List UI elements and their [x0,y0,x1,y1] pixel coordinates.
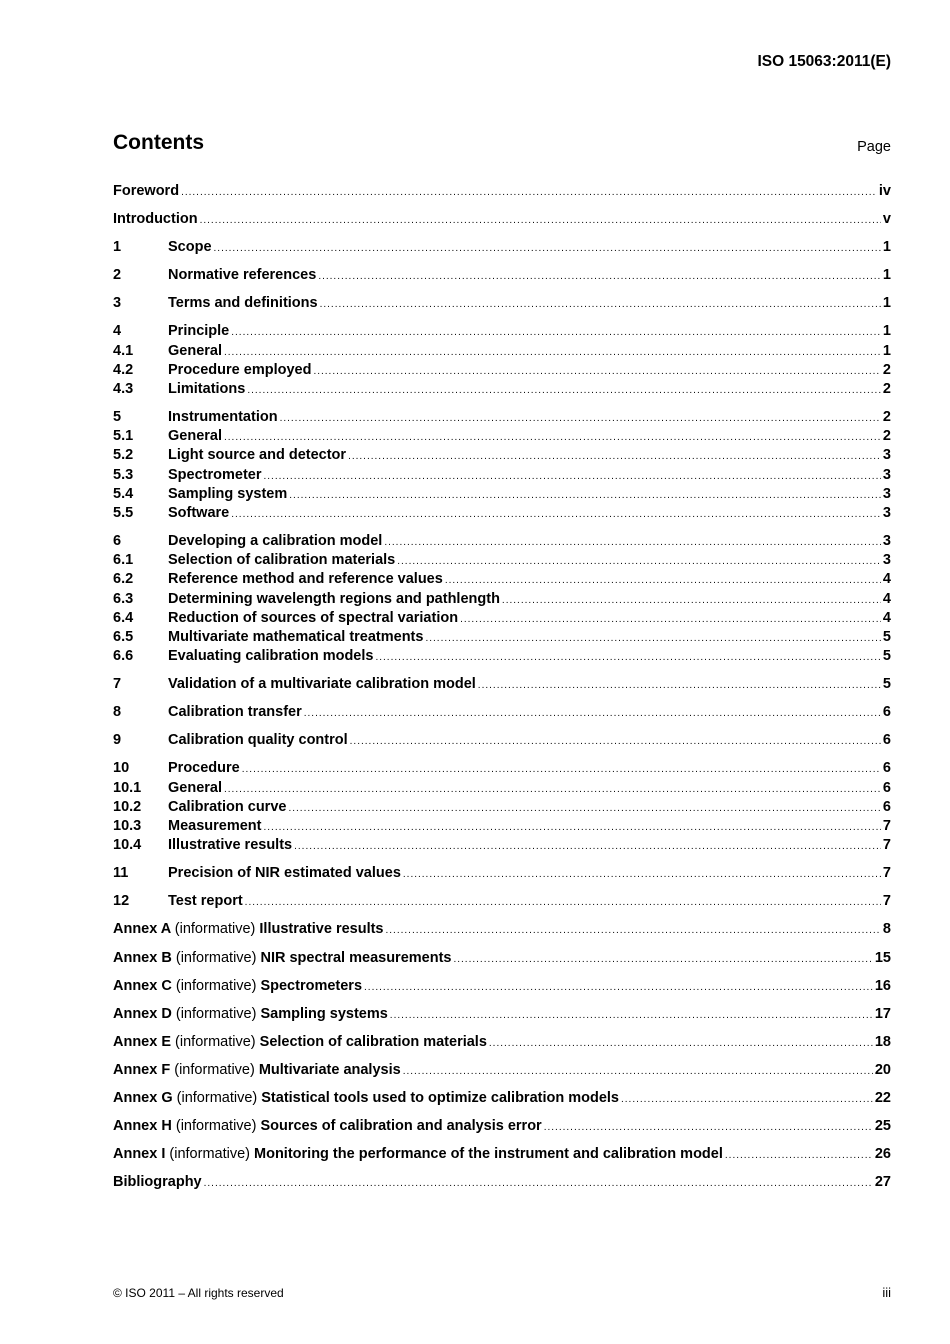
dot-leader [242,764,881,775]
toc-page-number: 5 [882,676,891,693]
toc-entry-title: Bibliography [113,1174,202,1191]
toc-page-number: 26 [874,1146,891,1163]
toc-entry[interactable] [113,760,891,779]
toc-entry-title: Procedure employed [168,361,312,378]
toc-page-number: 6 [882,704,891,721]
toc-annex-type: (informative) [175,977,257,994]
toc-entry[interactable] [113,837,891,856]
toc-entry-title-group [168,799,286,815]
toc-page-number: 7 [882,893,891,910]
toc-page-number: v [882,211,891,228]
dot-leader [289,490,881,501]
toc-entry[interactable] [113,428,891,447]
toc-entry-title-group [168,818,261,834]
toc-annex-label: Annex H [113,1118,172,1135]
dot-leader [384,537,881,548]
toc-entry-title-group [168,428,222,444]
toc-entry-title: Reduction of sources of spectral variation [168,609,459,626]
toc-annex-type: (informative) [175,1118,257,1135]
toc-page-number: 7 [882,818,891,835]
toc-page-number: 3 [882,466,891,483]
toc-entry-title: Terms and definitions [168,295,318,312]
dot-leader [304,708,881,719]
toc-entry[interactable] [113,610,891,629]
toc-section-number: 1 [113,239,122,256]
toc-entry-title: Selection of calibration materials [259,1033,487,1050]
toc-entry[interactable] [113,732,891,751]
toc-page-number: 3 [882,447,891,464]
toc-entry[interactable] [113,183,891,202]
dot-leader [403,869,881,880]
toc-annex-type: (informative) [169,1146,250,1163]
toc-page-number: 4 [882,571,891,588]
dot-leader [502,595,881,606]
toc-section-number: 5.4 [113,485,134,502]
copyright-notice: © ISO 2011 – All rights reserved [113,1286,284,1300]
toc-entry[interactable] [113,704,891,723]
toc-entry-title-group [113,950,451,966]
toc-entry[interactable] [113,676,891,695]
toc-entry-title-group [168,467,261,483]
toc-annex-label: Annex C [113,977,172,994]
toc-entry-title-group [113,978,362,994]
toc-entry[interactable] [113,1146,891,1165]
toc-section-number: 6.4 [113,609,134,626]
table-of-contents [113,183,891,1193]
toc-entry[interactable] [113,1006,891,1025]
toc-entry-title: Limitations [168,380,246,397]
toc-page-number: 20 [874,1061,891,1078]
toc-entry-title-group [168,591,500,607]
toc-entry-title-group [168,610,458,626]
toc-entry-title: Sources of calibration and analysis error [260,1118,542,1135]
toc-entry[interactable] [113,893,891,912]
toc-entry-title: Statistical tools used to optimize calibration models [261,1089,619,1106]
toc-entry-title-group [168,704,302,720]
toc-entry[interactable] [113,505,891,524]
toc-entry-title: Software [168,504,230,521]
toc-entry-title: Normative references [168,267,317,284]
toc-page-number: 6 [882,760,891,777]
dot-leader [403,1066,873,1077]
toc-entry[interactable] [113,467,891,486]
toc-annex-type: (informative) [176,1089,258,1106]
dot-leader [397,556,881,567]
dot-leader [245,897,881,908]
toc-entry[interactable] [113,818,891,837]
dot-leader [181,187,877,198]
toc-annex-label: Annex G [113,1089,173,1106]
toc-page-number: 27 [874,1174,891,1191]
toc-page-number: 8 [882,921,891,938]
document-id: ISO 15063:2011(E) [757,53,891,70]
toc-entry-title-group [113,1146,723,1162]
toc-section-number: 5.1 [113,428,134,445]
toc-entry[interactable] [113,409,891,428]
toc-entry-title: Light source and detector [168,447,347,464]
dot-leader [478,680,881,691]
toc-page-number: 3 [882,504,891,521]
dot-leader [214,243,881,254]
toc-entry-title-group [113,1062,401,1078]
toc-entry[interactable] [113,552,891,571]
toc-section-number: 10.4 [113,837,142,854]
toc-page-number: 17 [874,1005,891,1022]
toc-entry-title-group [168,323,229,339]
dot-leader [348,451,881,462]
toc-page-number: 22 [874,1089,891,1106]
toc-annex-type: (informative) [174,921,256,938]
dot-leader [231,327,881,338]
toc-page-number: iv [878,183,891,199]
toc-entry-title: General [168,342,222,359]
toc-entry-title-group [168,486,287,502]
toc-section-number: 4.2 [113,361,134,378]
toc-page-number: 7 [882,865,891,882]
toc-entry[interactable] [113,1034,891,1053]
toc-entry-title-group [168,648,373,664]
toc-annex-label: Annex A [113,921,171,938]
toc-page-number: 25 [874,1118,891,1135]
toc-entry-title: Sampling systems [260,1005,388,1022]
toc-entry-title: Principle [168,323,230,340]
toc-entry-title-group [168,505,229,521]
toc-page-number: 3 [882,533,891,550]
toc-entry-title-group [113,1118,542,1134]
toc-entry-title: Illustrative results [168,837,293,854]
toc-entry-title: Illustrative results [259,921,384,938]
toc-section-number: 5 [113,409,122,426]
toc-entry-title-group [168,629,423,645]
toc-entry-title: Calibration transfer [168,704,302,721]
toc-entry[interactable] [113,323,891,342]
toc-entry-title: Multivariate analysis [258,1061,401,1078]
toc-section-number: 10.3 [113,818,142,835]
toc-entry[interactable] [113,267,891,286]
toc-entry[interactable] [113,295,891,314]
toc-entry[interactable] [113,1062,891,1081]
dot-leader [445,575,881,586]
toc-annex-label: Annex F [113,1061,171,1078]
toc-section-number: 3 [113,295,122,312]
dot-leader [313,366,880,377]
toc-page-number: 4 [882,609,891,626]
toc-page-number: 4 [882,590,891,607]
dot-leader [375,652,880,663]
toc-section-number: 10.1 [113,779,142,796]
toc-annex-type: (informative) [175,1033,256,1050]
toc-entry-title-group [168,267,316,283]
toc-page-number: 18 [874,1033,891,1050]
toc-page-number: 6 [882,779,891,796]
dot-leader [453,954,872,965]
toc-entry-title-group [113,1090,619,1106]
toc-section-number: 5.3 [113,466,134,483]
toc-entry-title-group [168,447,346,463]
toc-section-number: 4 [113,323,122,340]
dot-leader [390,1010,873,1021]
toc-section-number: 6 [113,533,122,550]
dot-leader [320,299,881,310]
toc-section-number: 6.5 [113,628,134,645]
dot-leader [224,784,881,795]
toc-page-number: 16 [874,977,891,994]
toc-page-number: 5 [882,628,891,645]
toc-page-number: 1 [882,342,891,359]
toc-entry[interactable] [113,1118,891,1137]
toc-entry-title: Introduction [113,211,198,228]
toc-entry-title: General [168,428,222,445]
dot-leader [294,841,881,852]
toc-annex-type: (informative) [174,1061,255,1078]
toc-section-number: 7 [113,676,122,693]
toc-entry[interactable] [113,799,891,818]
toc-page-number: 1 [882,323,891,340]
dot-leader [263,822,880,833]
toc-page-number: 2 [882,428,891,445]
toc-entry-title-group [113,1174,202,1190]
toc-section-number: 12 [113,893,130,910]
toc-entry[interactable] [113,978,891,997]
toc-page-number: 2 [882,361,891,378]
toc-entry-title: Procedure [168,760,240,777]
toc-entry-title-group [168,295,318,311]
toc-section-number: 4.3 [113,380,134,397]
toc-entry-title-group [168,893,243,909]
toc-entry-title: General [168,779,222,796]
dot-leader [288,803,880,814]
toc-entry-title: Precision of NIR estimated values [168,865,401,882]
dot-leader [247,385,881,396]
toc-entry-title: Reference method and reference values [168,571,443,588]
toc-entry-title-group [168,780,222,796]
toc-page-number: 15 [874,949,891,966]
toc-entry[interactable] [113,486,891,505]
toc-entry-title-group [168,571,443,587]
toc-entry-title: Scope [168,239,212,256]
toc-section-number: 11 [113,865,129,882]
toc-entry-title: Multivariate mathematical treatments [168,628,424,645]
toc-entry[interactable] [113,648,891,667]
toc-entry-title-group [168,760,240,776]
toc-entry-title-group [168,409,278,425]
toc-entry-title-group [168,676,476,692]
toc-annex-type: (informative) [175,1005,257,1022]
toc-entry-title: NIR spectral measurements [260,949,452,966]
dot-leader [364,982,873,993]
toc-annex-label: Annex I [113,1146,166,1163]
toc-entry[interactable] [113,447,891,466]
toc-entry-title-group [113,183,179,199]
dot-leader [386,925,881,936]
toc-page-number: 6 [882,732,891,749]
page-number: iii [882,1285,891,1300]
toc-entry[interactable] [113,950,891,969]
dot-leader [350,736,881,747]
toc-entry-title-group [113,1006,388,1022]
toc-entry[interactable] [113,362,891,381]
toc-annex-label: Annex E [113,1033,172,1050]
toc-entry-title: Calibration quality control [168,732,348,749]
dot-leader [200,215,881,226]
toc-page-number: 3 [882,485,891,502]
toc-entry-title-group [168,837,292,853]
toc-annex-label: Annex B [113,949,172,966]
toc-page-number: 7 [882,837,891,854]
dot-leader [224,347,881,358]
dot-leader [231,509,881,520]
toc-entry[interactable] [113,211,891,230]
toc-section-number: 5.2 [113,447,134,464]
toc-entry-title: Calibration curve [168,798,287,815]
toc-entry[interactable] [113,343,891,362]
toc-entry-title: Instrumentation [168,409,278,426]
toc-entry-title: Validation of a multivariate calibration model [168,676,476,693]
toc-section-number: 6.3 [113,590,134,607]
toc-page-number: 6 [882,798,891,815]
toc-entry-title-group [168,239,212,255]
dot-leader [460,614,881,625]
dot-leader [263,471,880,482]
toc-entry-title: Spectrometer [168,466,262,483]
toc-entry-title-group [168,362,311,378]
toc-section-number: 8 [113,704,122,721]
toc-entry[interactable] [113,629,891,648]
toc-page-number: 5 [882,648,891,665]
dot-leader [725,1150,873,1161]
toc-page-number: 1 [882,239,891,256]
toc-entry-title-group [168,343,222,359]
toc-annex-label: Annex D [113,1005,172,1022]
toc-entry-title: Spectrometers [260,977,363,994]
toc-entry-title-group [113,1034,487,1050]
toc-entry[interactable] [113,780,891,799]
toc-entry[interactable] [113,239,891,258]
toc-entry[interactable] [113,865,891,884]
toc-page-number: 1 [882,267,891,284]
toc-entry-title: Monitoring the performance of the instrument and calibration model [254,1146,723,1163]
toc-entry-title-group [168,381,245,397]
toc-entry-title-group [113,921,384,937]
toc-section-number: 9 [113,732,122,749]
toc-section-number: 6.2 [113,571,134,588]
toc-entry-title-group [113,211,198,227]
toc-page-number: 2 [882,409,891,426]
toc-page-number: 1 [882,295,891,312]
toc-section-number: 2 [113,267,122,284]
dot-leader [224,432,881,443]
dot-leader [489,1038,873,1049]
toc-entry-title: Measurement [168,818,262,835]
toc-entry[interactable] [113,533,891,552]
toc-entry[interactable] [113,1090,891,1109]
page-title: Contents [113,131,204,154]
toc-entry[interactable] [113,571,891,590]
page-column-label: Page [857,139,891,155]
toc-entry-title: Determining wavelength regions and pathlength [168,590,500,607]
toc-entry-title-group [168,865,401,881]
dot-leader [280,413,881,424]
dot-leader [318,271,881,282]
toc-entry-title-group [168,533,382,549]
dot-leader [425,633,880,644]
toc-entry-title: Selection of calibration materials [168,552,396,569]
toc-section-number: 10 [113,760,130,777]
toc-entry[interactable] [113,591,891,610]
toc-entry-title: Sampling system [168,485,288,502]
toc-entry[interactable] [113,1174,891,1193]
dot-leader [544,1122,873,1133]
toc-section-number: 6.6 [113,648,134,665]
toc-section-number: 6.1 [113,552,134,569]
toc-entry-title: Foreword [113,183,180,199]
toc-entry[interactable] [113,921,891,940]
toc-entry-title: Evaluating calibration models [168,648,374,665]
toc-section-number: 4.1 [113,342,134,359]
toc-entry-title: Test report [168,893,243,910]
toc-entry[interactable] [113,381,891,400]
toc-page-number: 3 [882,552,891,569]
dot-leader [204,1178,873,1189]
toc-section-number: 5.5 [113,504,134,521]
toc-entry-title-group [168,552,395,568]
toc-page-number: 2 [882,380,891,397]
toc-entry-title: Developing a calibration model [168,533,383,550]
toc-annex-type: (informative) [175,949,257,966]
toc-entry-title-group [168,732,348,748]
toc-section-number: 10.2 [113,798,142,815]
dot-leader [621,1094,873,1105]
